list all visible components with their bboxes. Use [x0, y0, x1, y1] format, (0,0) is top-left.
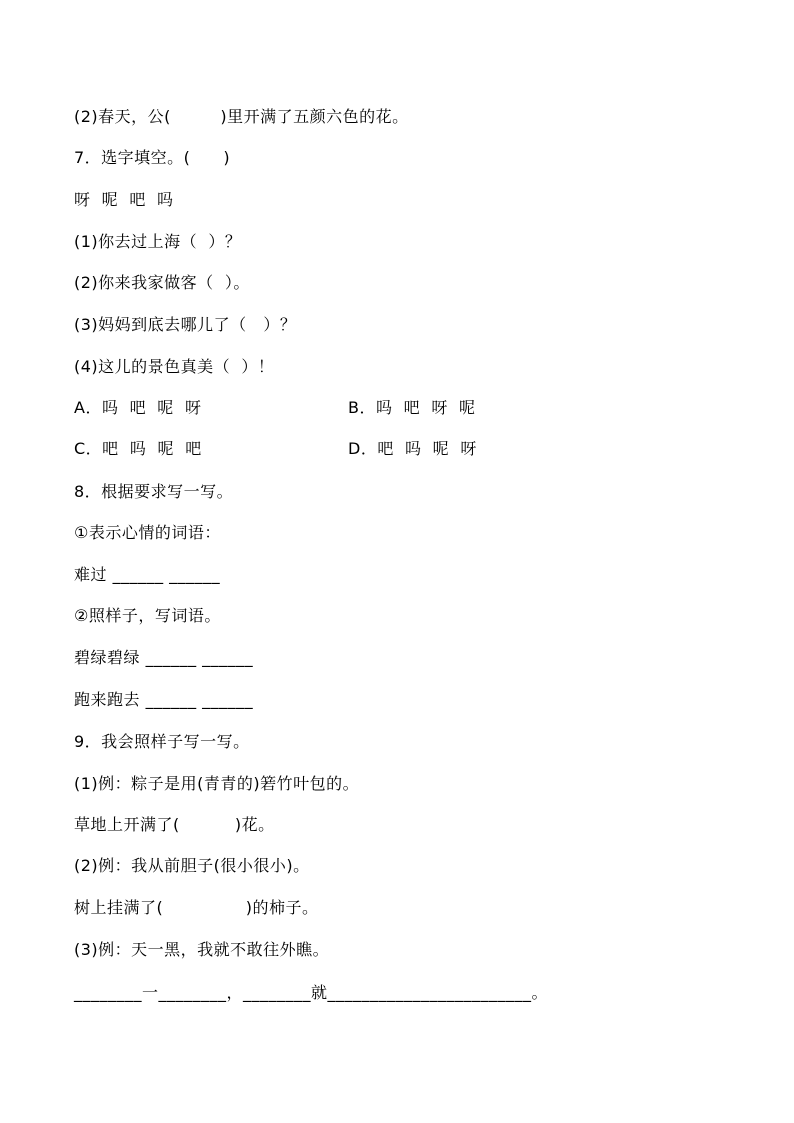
question-7-title: 7．选字填空。( )	[74, 148, 231, 167]
question-9-fill-1: 草地上开满了( )花。	[74, 815, 275, 834]
question-7-character-choices: 呀 呢 吧 吗	[74, 190, 174, 209]
question-7-option-d: D．吧 吗 呢 呀	[348, 439, 477, 458]
question-7-option-c: C．吧 吗 呢 吧	[74, 439, 202, 458]
question-8-part-1-blanks: 难过 ______ ______	[74, 565, 221, 584]
question-9-fill-2: 树上挂满了( )的柿子。	[74, 898, 319, 917]
question-8-part-2: ②照样子，写词语。	[74, 606, 221, 625]
question-7-item-4: (4)这儿的景色真美（ ）！	[74, 357, 275, 376]
question-9-example-1: (1)例：粽子是用(青青的)箬竹叶包的。	[74, 774, 360, 793]
question-7-item-1: (1)你去过上海（ ）？	[74, 232, 242, 251]
question-6-item-2: (2)春天，公( )里开满了五颜六色的花。	[74, 107, 409, 126]
question-7-option-b: B．吗 吧 呀 呢	[348, 398, 476, 417]
question-9-title: 9．我会照样子写一写。	[74, 732, 250, 751]
question-9-example-3: (3)例：天一黑，我就不敢往外瞧。	[74, 940, 330, 959]
question-8-title: 8．根据要求写一写。	[74, 482, 234, 501]
question-7-item-3: (3)妈妈到底去哪儿了（ ）？	[74, 315, 297, 334]
question-8-part-2-blanks-b: 跑来跑去 ______ ______	[74, 690, 254, 709]
question-9-fill-3: ________一________，________就________________________。	[74, 983, 549, 1002]
question-7-item-2: (2)你来我家做客（ ）。	[74, 273, 250, 292]
question-9-example-2: (2)例：我从前胆子(很小很小)。	[74, 856, 310, 875]
question-8-part-1: ①表示心情的词语：	[74, 523, 221, 542]
question-7-option-a: A．吗 吧 呢 呀	[74, 398, 202, 417]
question-8-part-2-blanks-a: 碧绿碧绿 ______ ______	[74, 648, 254, 667]
